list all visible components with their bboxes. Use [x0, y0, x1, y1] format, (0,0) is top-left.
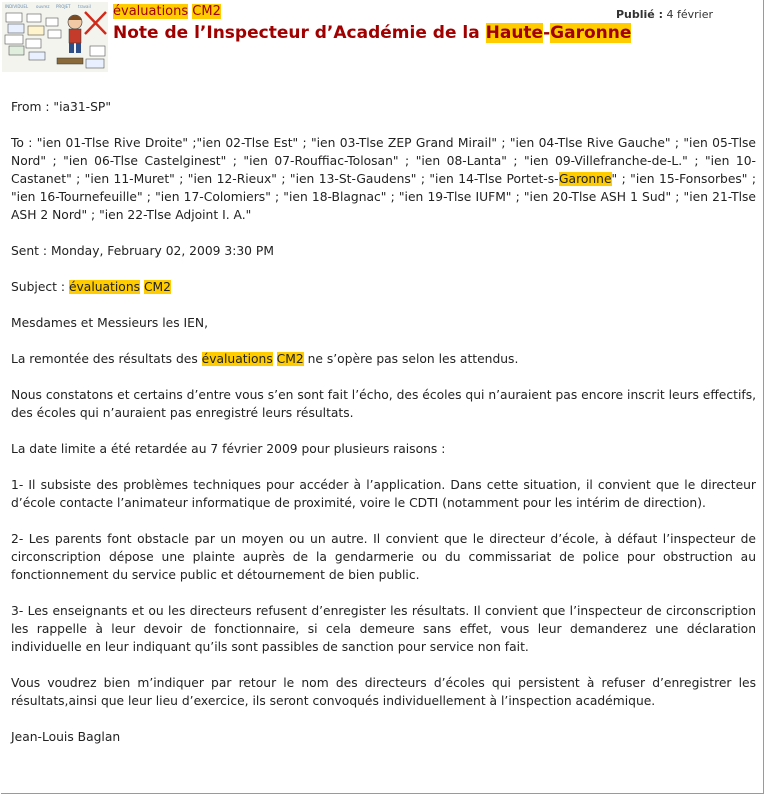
letter-greeting: Mesdames et Messieurs les IEN, — [11, 316, 209, 330]
letter-paragraph-3: La date limite a été retardée au 7 février 2009 pour plusieurs raisons : — [11, 442, 446, 456]
subject-label: Subject : — [11, 280, 69, 294]
title-highlight-haute: Haute — [485, 23, 544, 43]
p1-highlight-1: évaluations — [201, 352, 273, 366]
p1-text: La remontée des résultats des — [11, 352, 202, 366]
published-info — [616, 8, 713, 21]
email-subject — [11, 278, 756, 296]
title-highlight-garonne: Garonne — [550, 23, 632, 43]
letter-signature: Jean-Louis Baglan — [11, 730, 121, 744]
letter-paragraph-1 — [11, 350, 756, 368]
letter-paragraph-7: Vous voudrez bien m’indiquer par retour le nom des directeurs d’écoles qui persistent à refuser d’enregistrer les résultats,ainsi que leur lieu d’exercice, ils seront convoqués individuellement à l’inspection académique. — [11, 676, 756, 708]
email-to-text: To : "ien 01-Tlse Rive Droite" ;"ien 02-Tlse Est" ; "ien 03-Tlse ZEP Grand Mirail" ; "ien 04-Tlse Rive Gauche" ; "ien 05-Tlse Nord" ; "ien 06-Tlse Castelginest" ; "ien 07-Rouffiac-Tolosan" ; "ien 08-Lanta" ; "ien 09-Villefranche-de-L." ; "ien 10-Castanet" ; "ien 11-Muret" ; "ien 12-Rieux" ; "ien 13-St-Gaudens" ; "ien 14-Tlse Portet-s- — [11, 136, 756, 186]
svg-text:PROJET: PROJET — [56, 4, 71, 9]
article-body — [11, 98, 756, 764]
p1-highlight-2: CM2 — [276, 352, 304, 366]
letter-paragraph-5: 2- Les parents font obstacle par un moyen ou un autre. Il convient que le directeur d’école, à défaut l’inspecteur de circonscription dépose une plainte auprès de la gendarmerie ou du commissariat de police pour obstruction au fonctionnement du service public et détournement de bien public. — [11, 532, 756, 582]
subject-highlight-1: évaluations — [68, 280, 141, 294]
svg-text:travail: travail — [78, 4, 91, 9]
email-from: From : "ia31-SP" — [11, 100, 111, 114]
letter-paragraph-4: 1- Il subsiste des problèmes techniques pour accéder à l’application. Dans cette situation, il convient que le directeur d’école contacte l’animateur informatique de proximité, voire le CDTI (notamment pour les intérim de direction). — [11, 478, 756, 510]
cartoon-thumbnail[interactable] — [2, 2, 108, 72]
subject-highlight-2: CM2 — [143, 280, 171, 294]
published-date: 4 février — [666, 8, 714, 21]
letter-paragraph-6: 3- Les enseignants et ou les directeurs refusent d’enregister les résultats. Il convient que l’inspecteur de circonscription les rappelle à leur devoir de fonctionnaire, si cela demeure sans effet, vous leur demanderez une déclaration individuelle en leur indiquant qu’ils sont passibles de sanction pour service non fait. — [11, 604, 756, 654]
kicker-word-2: CM2 — [192, 4, 221, 19]
email-to-text-end: " ; "ien 15-Fonsorbes" ; "ien 16-Tournefeuille" ; "ien 17-Colomiers" ; "ien 18-Blagnac" ; "ien 19-Tlse IUFM" ; "ien 20-Tlse ASH 1 Sud" ; "ien 21-Tlse ASH 2 Nord" ; "ien 22-Tlse Adjoint I. A." — [11, 172, 757, 222]
title-prefix: Note de l’Inspecteur d’Académie de la — [113, 23, 486, 43]
email-sent: Sent : Monday, February 02, 2009 3:30 PM — [11, 244, 274, 258]
svg-text:ouvrez: ouvrez — [36, 4, 50, 9]
letter-paragraph-2: Nous constatons et certains d’entre vous s’en sont fait l’écho, des écoles qui n’auraient pas encore inscrit leurs effectifs, des écoles qui n’auraient pas enregistré leurs résultats. — [11, 388, 757, 420]
article-kicker — [113, 4, 221, 20]
published-label: Publié : — [616, 8, 663, 21]
email-to-highlight: Garonne — [559, 172, 612, 186]
kicker-word-1: évaluations — [113, 4, 189, 19]
title-dash: - — [543, 23, 551, 43]
page-title — [113, 21, 631, 45]
article-header — [0, 0, 766, 80]
email-to — [11, 134, 756, 224]
p1-text-end: ne s’opère pas selon les attendus. — [303, 352, 519, 366]
svg-text:INDIVIDUEL: INDIVIDUEL — [5, 4, 29, 9]
